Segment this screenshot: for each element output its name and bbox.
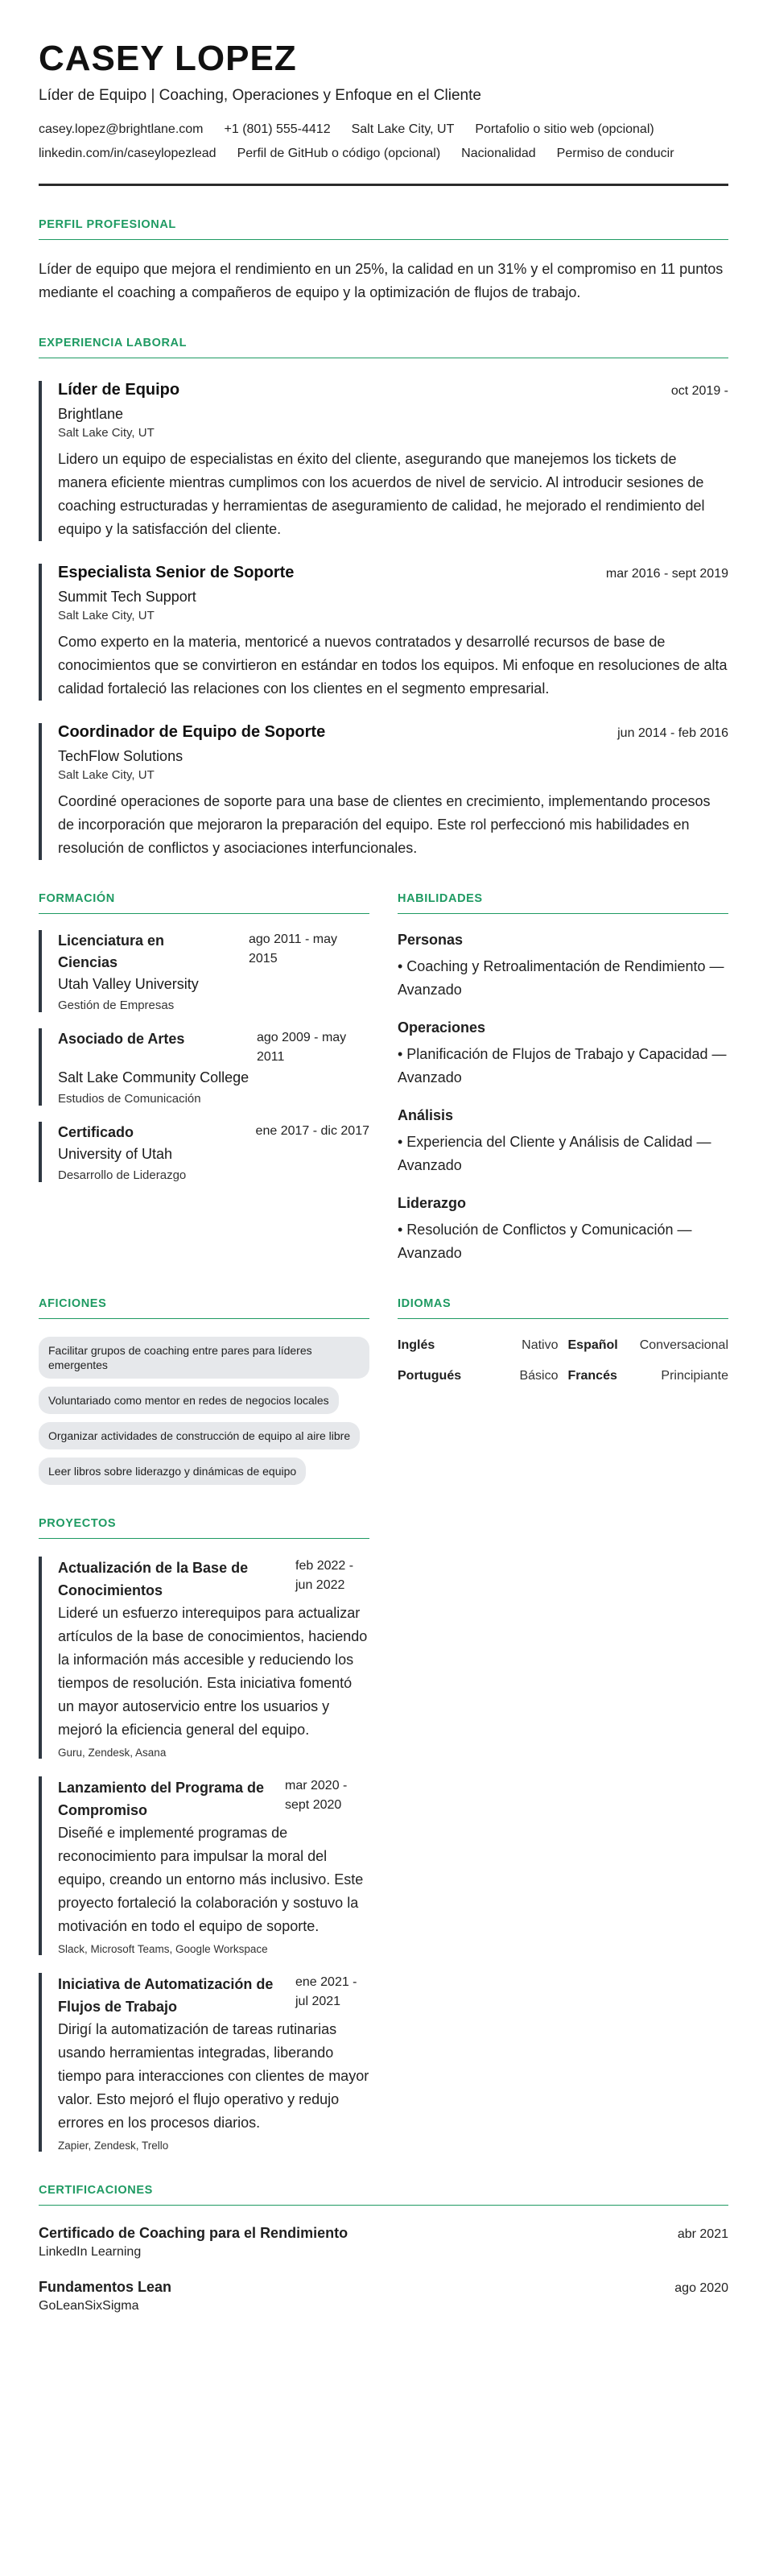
education-date: ago 2009 - may 2011 (257, 1031, 347, 1064)
contact-email[interactable]: casey.lopez@brightlane.com (39, 122, 204, 136)
summary-text: Líder de equipo que mejora el rendimiento en un 25%, la calidad en un 31% y el compromiso en 11 puntos mediante el coaching a compañeros de equipo y la optimización de flujos de trabajo. (39, 261, 724, 300)
interests-list (39, 1329, 369, 1485)
contact-linkedin[interactable]: linkedin.com/in/caseylopezlead (39, 147, 216, 160)
education-column (39, 860, 369, 1265)
job-company: Summit Tech Support (58, 589, 196, 605)
skill-category: Personas (398, 932, 464, 948)
language-item (568, 1338, 729, 1353)
skills-column (398, 860, 728, 1265)
section-title-interests: AFICIONES (39, 1297, 369, 1319)
education-date: ago 2011 - may 2015 (249, 932, 337, 965)
skill-item: • Planificación de Flujos de Trabajo y Capacidad — Avanzado (398, 1046, 727, 1085)
job-date: mar 2016 - sept 2019 (605, 567, 728, 581)
project-description: Lideré un esfuerzo interequipos para actualizar artículos de la base de conocimientos, haciendo la información más accesible y reduciendo los tiempos de resolución. Esta iniciativa fomentó un mayor autoservicio entre los usuarios y mejoró la eficiencia general del equipo. (58, 1605, 368, 1738)
certification-item (39, 2279, 728, 2313)
education-item (39, 930, 369, 1012)
certification-date: ago 2020 (674, 2281, 728, 2295)
skill-item: • Resolución de Conflictos y Comunicación — Avanzado (398, 1222, 692, 1261)
education-degree: Certificado (58, 1124, 134, 1140)
interests-column (39, 1265, 369, 1485)
interest-tag: Leer libros sobre liderazgo y dinámicas de equipo (39, 1458, 306, 1485)
section-title-languages: IDIOMAS (398, 1297, 728, 1319)
certification-item (39, 2225, 728, 2260)
projects-section (39, 1517, 369, 2152)
project-item (39, 1776, 369, 1955)
section-title-skills: HABILIDADES (398, 892, 728, 914)
languages-column (398, 1265, 728, 1485)
skill-group (398, 1195, 728, 1265)
candidate-name: CASEY LOPEZ (39, 39, 297, 78)
education-institution: Utah Valley University (58, 976, 199, 992)
section-title-education: FORMACIÓN (39, 892, 369, 914)
skill-group (398, 1019, 728, 1090)
language-level: Conversacional (639, 1338, 728, 1352)
certification-issuer: GoLeanSixSigma (39, 2299, 139, 2313)
skill-category: Análisis (398, 1107, 454, 1123)
project-date: feb 2022 - jun 2022 (295, 1559, 354, 1592)
project-tools: Zapier, Zendesk, Trello (58, 2140, 169, 2152)
education-date: ene 2017 - dic 2017 (255, 1124, 369, 1138)
education-item (39, 1028, 369, 1106)
certification-issuer: LinkedIn Learning (39, 2245, 142, 2259)
contact-driving-license: Permiso de conducir (556, 147, 674, 160)
certifications-list (39, 2225, 728, 2313)
section-title-certifications: CERTIFICACIONES (39, 2184, 728, 2206)
skill-item: • Experiencia del Cliente y Análisis de Calidad — Avanzado (398, 1134, 711, 1173)
project-tools: Guru, Zendesk, Asana (58, 1747, 167, 1759)
language-item (398, 1338, 559, 1353)
job-location: Salt Lake City, UT (58, 426, 155, 440)
job-location: Salt Lake City, UT (58, 768, 155, 782)
language-name: Español (567, 1338, 618, 1352)
project-date: mar 2020 - sept 2020 (285, 1779, 348, 1812)
project-date: ene 2021 - jul 2021 (295, 1975, 357, 2008)
interest-tag: Voluntariado como mentor en redes de negocios locales (39, 1387, 339, 1414)
certification-date: abr 2021 (677, 2227, 728, 2241)
language-name: Portugués (398, 1369, 462, 1383)
language-level: Principiante (661, 1369, 728, 1383)
section-title-experience: EXPERIENCIA LABORAL (39, 337, 728, 358)
project-description: Diseñé e implementé programas de reconocimiento para impulsar la moral del equipo, creando un entorno más inclusivo. Este proyecto fortaleció la colaboración y sostuvo la motivación en todo el equipo de soporte. (58, 1825, 364, 1934)
education-degree: Licenciatura en Ciencias (58, 932, 165, 970)
education-item (39, 1122, 369, 1182)
language-item (568, 1369, 729, 1383)
education-skills-row (39, 860, 728, 1265)
skill-category: Operaciones (398, 1019, 486, 1036)
contact-portfolio[interactable]: Portafolio o sitio web (opcional) (475, 122, 654, 136)
job-title: Especialista Senior de Soporte (58, 564, 295, 581)
interest-tag: Facilitar grupos de coaching entre pares para líderes emergentes (39, 1337, 369, 1379)
project-title: Iniciativa de Automatización de Flujos de Trabajo (58, 1976, 274, 2015)
education-field: Gestión de Empresas (58, 999, 175, 1012)
job-description: Coordiné operaciones de soporte para una base de clientes en crecimiento, implementando procesos de incorporación que mejoraron la preparación del equipo. Este rol perfeccionó mis habilidades en resolución de conflictos y asociaciones interfuncionales. (58, 793, 711, 856)
resume-header (39, 39, 728, 186)
project-tools: Slack, Microsoft Teams, Google Workspace (58, 1943, 268, 1955)
job-company: TechFlow Solutions (58, 748, 184, 764)
job-date: jun 2014 - feb 2016 (617, 726, 728, 740)
language-level: Básico (519, 1369, 559, 1383)
job-title: Coordinador de Equipo de Soporte (58, 723, 326, 741)
experience-item (39, 564, 728, 701)
education-field: Estudios de Comunicación (58, 1092, 201, 1106)
education-institution: Salt Lake Community College (58, 1069, 249, 1085)
experience-item (39, 723, 728, 860)
skill-group (398, 1107, 728, 1177)
certification-name: Fundamentos Lean (39, 2279, 172, 2295)
education-degree: Asociado de Artes (58, 1031, 185, 1047)
section-title-summary: PERFIL PROFESIONAL (39, 218, 728, 240)
language-name: Inglés (398, 1338, 435, 1352)
skill-category: Liderazgo (398, 1195, 467, 1211)
section-title-projects: PROYECTOS (39, 1517, 369, 1539)
skill-item: • Coaching y Retroalimentación de Rendimiento — Avanzado (398, 958, 724, 998)
interest-tag: Organizar actividades de construcción de equipo al aire libre (39, 1422, 360, 1449)
project-title: Lanzamiento del Programa de Compromiso (58, 1780, 265, 1818)
interests-languages-row (39, 1265, 728, 1485)
language-item (398, 1369, 559, 1383)
skill-group (398, 932, 728, 1002)
experience-item (39, 381, 728, 541)
job-date: oct 2019 - (670, 384, 728, 398)
language-name: Francés (567, 1369, 617, 1383)
language-level: Nativo (522, 1338, 559, 1352)
contact-phone[interactable]: +1 (801) 555-4412 (224, 122, 331, 136)
project-item (39, 1973, 369, 2152)
job-location: Salt Lake City, UT (58, 609, 155, 622)
education-field: Desarrollo de Liderazgo (58, 1168, 187, 1182)
project-description: Dirigí la automatización de tareas rutinarias usando herramientas integradas, liberando tiempo para interacciones con clientes de mayor valor. Esto mejoró el flujo operativo y redujo errores en los procesos diarios. (58, 2021, 369, 2131)
contact-location: Salt Lake City, UT (351, 122, 455, 136)
languages-list (398, 1338, 728, 1383)
experience-list (39, 381, 728, 860)
candidate-tagline: Líder de Equipo | Coaching, Operaciones y Enfoque en el Cliente (39, 87, 481, 104)
contact-nationality: Nacionalidad (461, 147, 536, 160)
education-institution: University of Utah (58, 1146, 173, 1162)
job-title: Líder de Equipo (58, 381, 180, 399)
job-description: Lidero un equipo de especialistas en éxito del cliente, asegurando que manejemos los tickets de manera eficiente mientras cumplimos con los acuerdos de nivel de servicio. Al introducir sesiones de coaching estructuradas y herramientas de aseguramiento de calidad, he mejorado el rendimiento del equipo y la satisfacción del cliente. (58, 451, 705, 537)
certification-name: Certificado de Coaching para el Rendimiento (39, 2225, 348, 2241)
job-company: Brightlane (58, 406, 124, 422)
job-description: Como experto en la materia, mentoricé a nuevos contratados y desarrollé recursos de base de conocimientos que se convirtieron en estándar en todos los equipos. Mi enfoque en resoluciones de alta calidad fortaleció las relaciones con los clientes en el segmento empresarial. (58, 634, 728, 697)
contact-github[interactable]: Perfil de GitHub o código (opcional) (237, 147, 441, 160)
header-divider (39, 184, 728, 186)
contact-list (39, 122, 728, 161)
project-title: Actualización de la Base de Conocimientos (58, 1560, 249, 1598)
project-item (39, 1557, 369, 1759)
